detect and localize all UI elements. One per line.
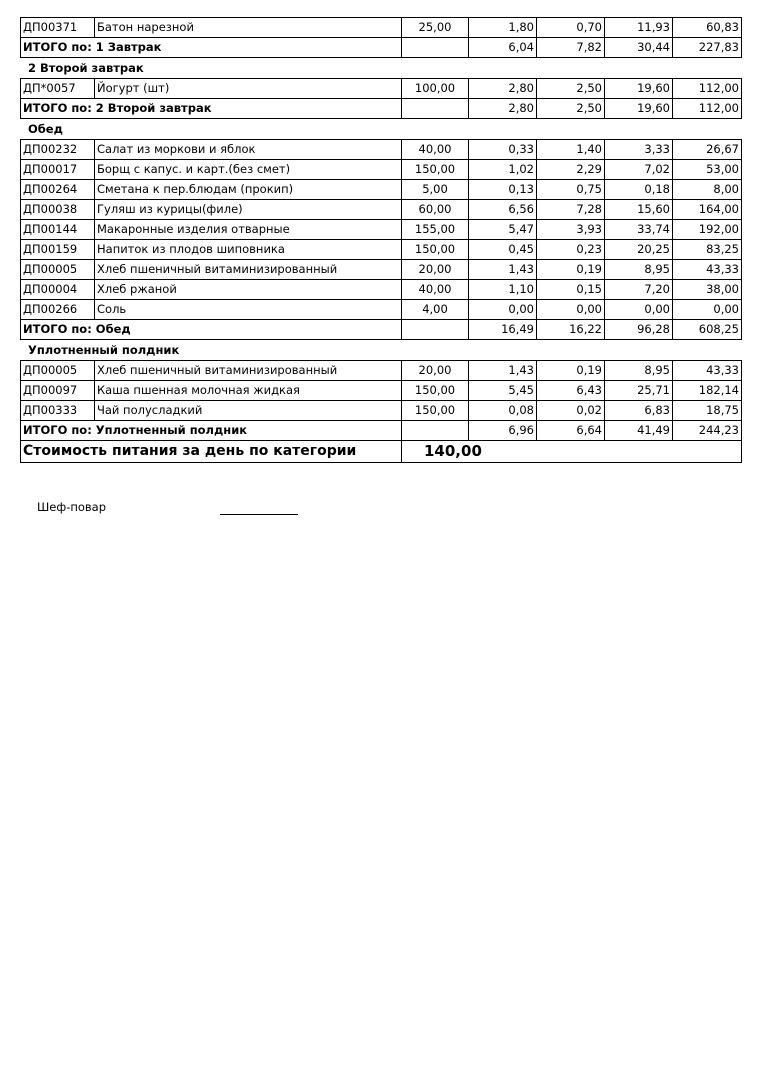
dish-qty: 155,00 xyxy=(402,220,469,240)
table-row xyxy=(21,361,742,381)
total-protein: 16,49 xyxy=(469,320,537,340)
grand-total-value: 140,00 xyxy=(402,441,742,463)
total-energy: 227,83 xyxy=(673,38,742,58)
table-row xyxy=(21,18,742,38)
dish-qty: 4,00 xyxy=(402,300,469,320)
dish-energy: 182,14 xyxy=(673,381,742,401)
dish-qty: 40,00 xyxy=(402,280,469,300)
dish-carbs: 3,33 xyxy=(605,140,673,160)
dish-qty: 20,00 xyxy=(402,361,469,381)
dish-code: ДП*0057 xyxy=(21,79,95,99)
dish-carbs: 15,60 xyxy=(605,200,673,220)
dish-energy: 26,67 xyxy=(673,140,742,160)
dish-fat: 0,15 xyxy=(537,280,605,300)
dish-fat: 0,19 xyxy=(537,361,605,381)
dish-name: Макаронные изделия отварные xyxy=(95,220,402,240)
dish-energy: 60,83 xyxy=(673,18,742,38)
dish-carbs: 8,95 xyxy=(605,260,673,280)
dish-energy: 38,00 xyxy=(673,280,742,300)
dish-protein: 0,08 xyxy=(469,401,537,421)
section-table-second-breakfast xyxy=(20,78,742,119)
section-title-second-breakfast: 2 Второй завтрак xyxy=(28,61,144,75)
dish-qty: 40,00 xyxy=(402,140,469,160)
dish-protein: 1,02 xyxy=(469,160,537,180)
dish-fat: 2,29 xyxy=(537,160,605,180)
dish-carbs: 19,60 xyxy=(605,79,673,99)
section-table-breakfast xyxy=(20,17,742,58)
dish-energy: 83,25 xyxy=(673,240,742,260)
dish-carbs: 0,00 xyxy=(605,300,673,320)
dish-carbs: 20,25 xyxy=(605,240,673,260)
dish-protein: 0,13 xyxy=(469,180,537,200)
dish-protein: 6,56 xyxy=(469,200,537,220)
total-energy: 112,00 xyxy=(673,99,742,119)
dish-qty: 5,00 xyxy=(402,180,469,200)
table-row xyxy=(21,401,742,421)
table-row xyxy=(21,381,742,401)
dish-name: Соль xyxy=(95,300,402,320)
dish-fat: 0,75 xyxy=(537,180,605,200)
total-energy: 608,25 xyxy=(673,320,742,340)
dish-code: ДП00371 xyxy=(21,18,95,38)
total-fat: 16,22 xyxy=(537,320,605,340)
dish-name: Хлеб пшеничный витаминизированный xyxy=(95,361,402,381)
dish-code: ДП00266 xyxy=(21,300,95,320)
total-energy: 244,23 xyxy=(673,421,742,441)
dish-energy: 192,00 xyxy=(673,220,742,240)
table-row xyxy=(21,240,742,260)
dish-code: ДП00097 xyxy=(21,381,95,401)
table-row xyxy=(21,140,742,160)
total-carbs: 41,49 xyxy=(605,421,673,441)
total-protein: 6,04 xyxy=(469,38,537,58)
table-row xyxy=(21,220,742,240)
dish-fat: 6,43 xyxy=(537,381,605,401)
dish-qty: 60,00 xyxy=(402,200,469,220)
dish-qty: 25,00 xyxy=(402,18,469,38)
table-row xyxy=(21,160,742,180)
dish-qty: 100,00 xyxy=(402,79,469,99)
dish-fat: 2,50 xyxy=(537,79,605,99)
total-qty-empty xyxy=(402,320,469,340)
dish-carbs: 0,18 xyxy=(605,180,673,200)
dish-code: ДП00159 xyxy=(21,240,95,260)
dish-fat: 0,23 xyxy=(537,240,605,260)
dish-code: ДП00038 xyxy=(21,200,95,220)
dish-name: Йогурт (шт) xyxy=(95,79,402,99)
dish-qty: 150,00 xyxy=(402,160,469,180)
dish-energy: 164,00 xyxy=(673,200,742,220)
dish-protein: 1,10 xyxy=(469,280,537,300)
dish-energy: 8,00 xyxy=(673,180,742,200)
dish-protein: 0,45 xyxy=(469,240,537,260)
total-label: ИТОГО по: Уплотненный полдник xyxy=(21,421,402,441)
dish-name: Сметана к пер.блюдам (прокип) xyxy=(95,180,402,200)
dish-code: ДП00232 xyxy=(21,140,95,160)
section-table-afternoon-snack xyxy=(20,360,742,463)
dish-name: Напиток из плодов шиповника xyxy=(95,240,402,260)
dish-carbs: 7,02 xyxy=(605,160,673,180)
total-qty-empty xyxy=(402,421,469,441)
dish-fat: 0,00 xyxy=(537,300,605,320)
total-label: ИТОГО по: Обед xyxy=(21,320,402,340)
dish-protein: 1,43 xyxy=(469,361,537,381)
dish-energy: 18,75 xyxy=(673,401,742,421)
dish-carbs: 33,74 xyxy=(605,220,673,240)
grand-total-row xyxy=(21,441,742,463)
dish-fat: 0,19 xyxy=(537,260,605,280)
dish-name: Хлеб пшеничный витаминизированный xyxy=(95,260,402,280)
total-label: ИТОГО по: 2 Второй завтрак xyxy=(21,99,402,119)
dish-energy: 112,00 xyxy=(673,79,742,99)
dish-name: Гуляш из курицы(филе) xyxy=(95,200,402,220)
dish-carbs: 8,95 xyxy=(605,361,673,381)
dish-code: ДП00333 xyxy=(21,401,95,421)
dish-energy: 53,00 xyxy=(673,160,742,180)
dish-qty: 150,00 xyxy=(402,401,469,421)
total-fat: 2,50 xyxy=(537,99,605,119)
dish-name: Борщ с капус. и карт.(без смет) xyxy=(95,160,402,180)
dish-energy: 43,33 xyxy=(673,260,742,280)
dish-code: ДП00005 xyxy=(21,260,95,280)
total-fat: 7,82 xyxy=(537,38,605,58)
dish-name: Хлеб ржаной xyxy=(95,280,402,300)
dish-fat: 7,28 xyxy=(537,200,605,220)
dish-carbs: 11,93 xyxy=(605,18,673,38)
total-carbs: 19,60 xyxy=(605,99,673,119)
dish-qty: 150,00 xyxy=(402,240,469,260)
dish-fat: 3,93 xyxy=(537,220,605,240)
dish-code: ДП00144 xyxy=(21,220,95,240)
section-table-lunch xyxy=(20,139,742,340)
dish-protein: 2,80 xyxy=(469,79,537,99)
section-total-row xyxy=(21,99,742,119)
table-row xyxy=(21,180,742,200)
dish-name: Каша пшенная молочная жидкая xyxy=(95,381,402,401)
dish-protein: 1,43 xyxy=(469,260,537,280)
dish-qty: 20,00 xyxy=(402,260,469,280)
dish-code: ДП00017 xyxy=(21,160,95,180)
dish-energy: 0,00 xyxy=(673,300,742,320)
dish-qty: 150,00 xyxy=(402,381,469,401)
total-protein: 2,80 xyxy=(469,99,537,119)
total-protein: 6,96 xyxy=(469,421,537,441)
section-title-afternoon-snack: Уплотненный полдник xyxy=(28,343,180,357)
dish-name: Батон нарезной xyxy=(95,18,402,38)
table-row xyxy=(21,79,742,99)
total-label: ИТОГО по: 1 Завтрак xyxy=(21,38,402,58)
dish-protein: 1,80 xyxy=(469,18,537,38)
dish-code: ДП00264 xyxy=(21,180,95,200)
table-row xyxy=(21,260,742,280)
section-total-row xyxy=(21,320,742,340)
table-row xyxy=(21,300,742,320)
menu-report xyxy=(20,17,741,463)
dish-fat: 1,40 xyxy=(537,140,605,160)
dish-carbs: 25,71 xyxy=(605,381,673,401)
dish-carbs: 7,20 xyxy=(605,280,673,300)
total-qty-empty xyxy=(402,38,469,58)
dish-protein: 5,47 xyxy=(469,220,537,240)
dish-code: ДП00004 xyxy=(21,280,95,300)
dish-name: Салат из моркови и яблок xyxy=(95,140,402,160)
dish-protein: 0,33 xyxy=(469,140,537,160)
dish-name: Чай полусладкий xyxy=(95,401,402,421)
dish-fat: 0,70 xyxy=(537,18,605,38)
dish-protein: 0,00 xyxy=(469,300,537,320)
dish-carbs: 6,83 xyxy=(605,401,673,421)
grand-total-label: Стоимость питания за день по категории xyxy=(21,441,402,463)
total-carbs: 96,28 xyxy=(605,320,673,340)
dish-code: ДП00005 xyxy=(21,361,95,381)
dish-fat: 0,02 xyxy=(537,401,605,421)
dish-energy: 43,33 xyxy=(673,361,742,381)
dish-protein: 5,45 xyxy=(469,381,537,401)
total-carbs: 30,44 xyxy=(605,38,673,58)
total-qty-empty xyxy=(402,99,469,119)
table-row xyxy=(21,200,742,220)
section-total-row xyxy=(21,421,742,441)
section-total-row xyxy=(21,38,742,58)
table-row xyxy=(21,280,742,300)
signature-label: Шеф-повар xyxy=(37,500,107,514)
signature-line xyxy=(220,514,298,515)
section-title-lunch: Обед xyxy=(28,122,63,136)
total-fat: 6,64 xyxy=(537,421,605,441)
